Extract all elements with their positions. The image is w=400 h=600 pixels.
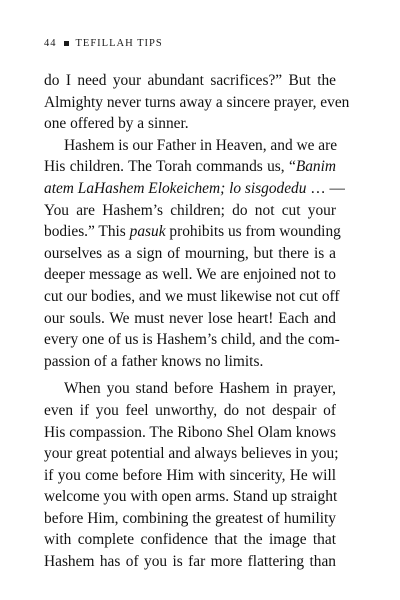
text-line: When you stand before Hashem in prayer, [64,380,336,398]
text-line: one offered by a sinner. [44,115,189,133]
text-line: His compassion. The Ribono Shel Olam knows [44,423,336,441]
text-line: His children. The Torah commands us, “Banim [44,158,336,176]
paragraph-3 [44,378,339,572]
text-line: welcome you with open arms. Stand up straight [44,488,338,506]
text-line: cut our bodies, and we must likewise not cut off [44,287,340,305]
text-line: if you come before Him with sincerity, He will [44,466,336,484]
text-line: You are Hashem’s children; do not cut your [44,201,336,219]
text-line: Almighty never turns away a sincere prayer, even [44,93,350,111]
square-bullet-icon [64,41,69,46]
page-number: 44 [44,38,57,49]
text-line: before Him, combining the greatest of humility [44,509,336,527]
text-line: every one of us is Hashem’s child, and the com- [44,331,340,349]
text-line: ourselves as a sign of mourning, but there is a [44,244,336,262]
text-line: even if you feel unworthy, do not despair of [44,401,336,419]
text-line: atem LaHashem Elokeichem; lo sisgodedu … — [44,179,345,197]
text-line: with complete confidence that the image that [44,531,336,549]
paragraph-2 [44,135,345,373]
text-line: passion of a father knows no limits. [44,352,264,370]
paragraph-1 [44,70,350,135]
text-line: deeper message as well. We are enjoined not to [44,266,336,284]
text-line: bodies.” This pasuk prohibits us from wounding [44,223,341,241]
text-line: Hashem has of you is far more flattering than [44,553,336,571]
text-line: your great potential and always believes in you; [44,445,339,463]
text-line: our souls. We must never lose heart! Each and [44,309,336,327]
section-title: TEFILLAH TIPS [75,38,163,49]
text-line: do I need your abundant sacrifices?” But the [44,72,336,89]
body-text [44,70,350,573]
running-head [44,38,163,49]
text-line: Hashem is our Father in Heaven, and we are [64,136,338,154]
